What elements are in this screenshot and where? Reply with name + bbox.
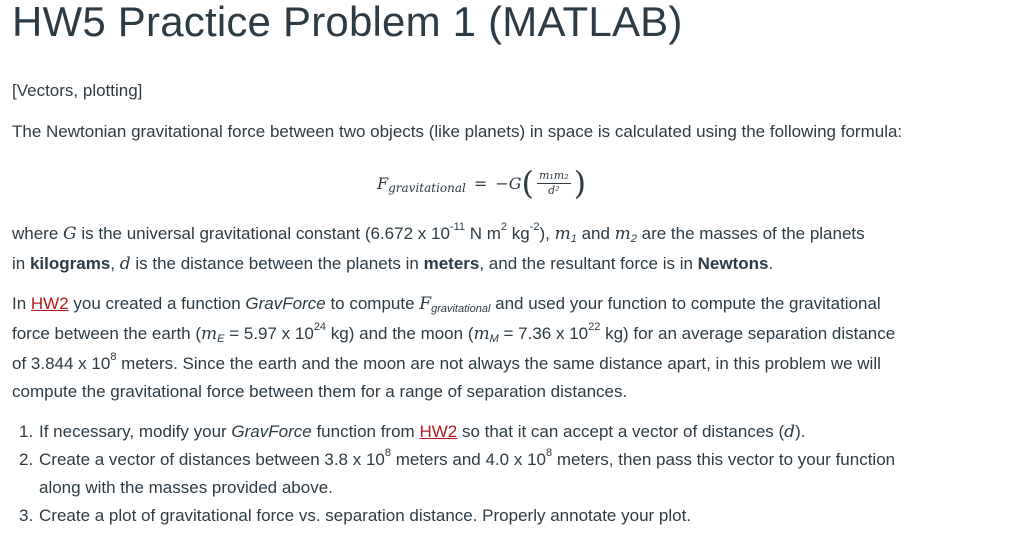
context-line-2: force between the earth (mE = 5.97 x $10^{24}$ kg) and the moon (mM = 7.36 x $10^{22}$ kg) for an average separation distance [12, 321, 896, 345]
intro-paragraph: The Newtonian gravitational force between two objects (like planets) in space is calculated using the following formula: [12, 122, 903, 141]
eq-lhs: F [377, 173, 389, 193]
list-item: 2. Create a vector of distances between 3.8 x $10^8$ meters and 4.0 x $10^8$ meters, then pass this vector to your function [19, 447, 896, 469]
context-paragraph [12, 290, 895, 406]
definitions-paragraph [12, 220, 865, 278]
eq-fraction [537, 170, 571, 197]
context-line-1: In HW2 you created a function GravForce to compute Fgravitational and used your function to compute the gravitational [12, 294, 881, 315]
topic-tags: [Vectors, plotting] [12, 81, 143, 100]
gravity-equation [377, 163, 586, 203]
definitions-line-1: where G is the universal gravitational constant (6.672 x $10^{-11}$ N $m^2$ $kg^{-2}$), m1 and m2 are the masses of the planets [12, 221, 865, 245]
eq-close-paren: ) [573, 164, 587, 202]
list-item: 1. If necessary, modify your GravForce function from HW2 so that it can accept a vector of distances (d). [19, 422, 806, 442]
eq-lhs-sub: gravitational [388, 181, 466, 195]
context-line-4: compute the gravitational force between them for a range of separation distances. [12, 382, 628, 401]
eq-open-paren: ( [521, 164, 534, 202]
eq-numerator: m₁m₂ [538, 168, 569, 182]
hw2-link[interactable]: HW2 [30, 294, 69, 313]
eq-rhs: −G [495, 173, 522, 193]
definitions-line-2: in kilograms, d is the distance between the planets in meters, and the resultant force is in Newtons. [12, 254, 774, 274]
page-title: HW5 Practice Problem 1 (MATLAB) [12, 0, 683, 45]
eq-denominator: d² [548, 183, 560, 197]
context-line-3: of 3.844 x $10^8$ meters. Since the earth and the moon are not always the same distance apart, in this problem we will [12, 351, 881, 373]
task-list [19, 418, 895, 530]
list-item-continuation: along with the masses provided above. [39, 478, 333, 497]
hw2-link-2[interactable]: HW2 [419, 422, 458, 441]
list-item: 3. Create a plot of gravitational force vs. separation distance. Properly annotate your plot. [19, 506, 692, 525]
eq-equals: = [473, 173, 488, 193]
